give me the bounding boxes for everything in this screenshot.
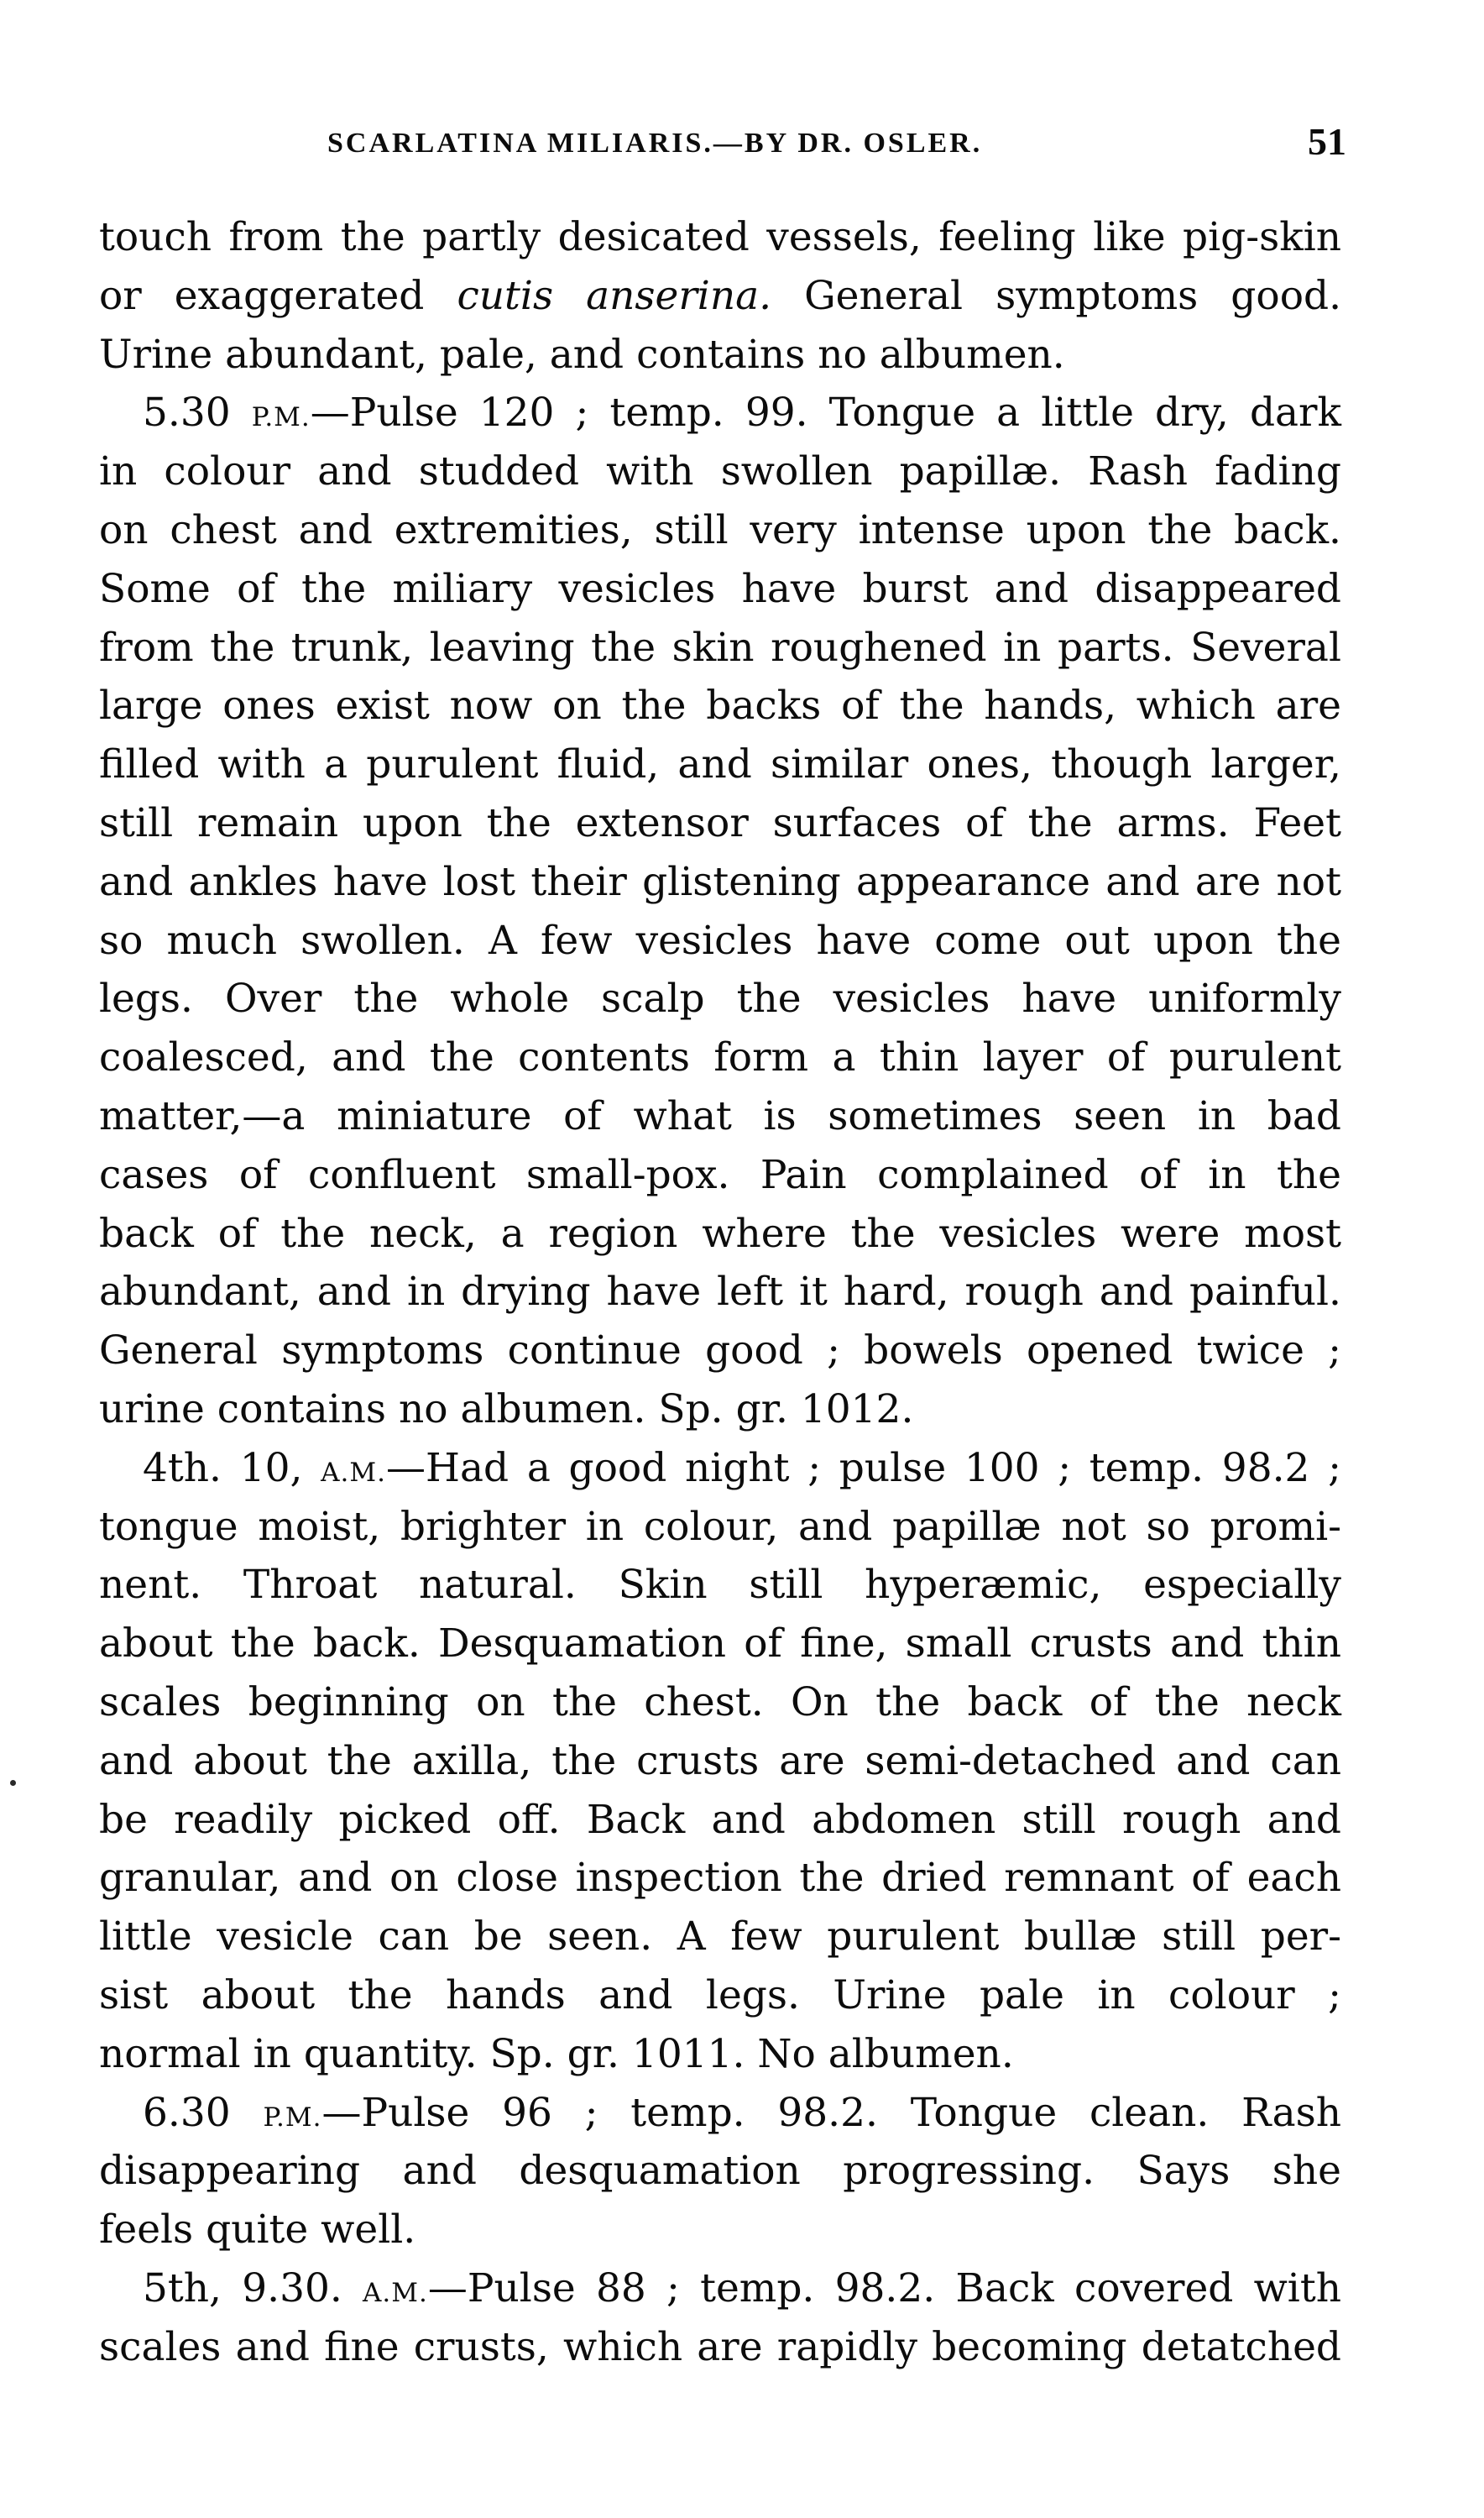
date-value: 5th, 9.30. <box>143 2264 363 2311</box>
text-line: nent. Throat natural. Skin still hyperæmic, especially <box>99 1562 1341 1609</box>
text-line: granular, and on close inspection the dried remnant of each <box>99 1855 1341 1902</box>
text-line: little vesicle can be seen. A few purulent bullæ still per- <box>99 1913 1341 1960</box>
date-value: 4th. 10, <box>143 1444 321 1491</box>
text-line: large ones exist now on the backs of the hands, which are <box>99 683 1341 730</box>
running-title: SCARLATINA MILIARIS.—BY DR. OSLER. <box>327 128 983 159</box>
time-period: P.M. <box>251 402 311 433</box>
text-line: coalesced, and the contents form a thin layer of purulent <box>99 1034 1341 1081</box>
text-line: legs. Over the whole scalp the vesicles have uniformly <box>99 976 1341 1023</box>
text-line: so much swollen. A few vesicles have come out upon the <box>99 917 1341 964</box>
text-line: feels quite well. <box>99 2207 416 2254</box>
text-line: disappearing and desquamation progressing. Says she <box>99 2148 1341 2195</box>
text-line: urine contains no albumen. Sp. gr. 1012. <box>99 1385 914 1432</box>
page-number: 51 <box>1308 120 1346 163</box>
running-head <box>101 120 1346 175</box>
text-line <box>99 1439 1341 1498</box>
time-period: A.M. <box>321 1457 387 1488</box>
text-line: from the trunk, leaving the skin roughened in parts. Several <box>99 624 1341 671</box>
text-run: or exaggerated <box>99 272 457 319</box>
time-period: A.M. <box>363 2277 428 2308</box>
text-line: about the back. Desquamation of fine, small crusts and thin <box>99 1620 1341 1667</box>
text-line: back of the neck, a region where the vesicles were most <box>99 1210 1341 1257</box>
text-line <box>99 267 1341 326</box>
text-line: in colour and studded with swollen papillæ. Rash fading <box>99 448 1341 495</box>
text-line: Some of the miliary vesicles have burst and disappeared <box>99 565 1341 612</box>
text-line: Urine abundant, pale, and contains no albumen. <box>99 331 1065 378</box>
time-value: 5.30 <box>143 390 252 437</box>
text-line: be readily picked off. Back and abdomen still rough and <box>99 1796 1341 1843</box>
italic-term: cutis anserina. <box>457 272 772 319</box>
text-run: —Pulse 88 ; temp. 98.2. Back covered with <box>427 2264 1341 2311</box>
text-line: sist about the hands and legs. Urine pale in colour ; <box>99 1971 1341 2018</box>
body-text <box>99 208 1341 2376</box>
time-value: 6.30 <box>143 2089 264 2136</box>
text-line: matter,—a miniature of what is sometimes seen in bad <box>99 1092 1341 1139</box>
text-line: filled with a purulent fluid, and similar ones, though larger, <box>99 741 1341 788</box>
text-line: tongue moist, brighter in colour, and papillæ not so promi- <box>99 1503 1341 1550</box>
text-run: —Pulse 96 ; temp. 98.2. Tongue clean. Rash <box>321 2089 1341 2136</box>
text-line <box>99 2259 1341 2318</box>
text-line: and about the axilla, the crusts are semi-detached and can <box>99 1737 1341 1784</box>
text-run: —Had a good night ; pulse 100 ; temp. 98.2 ; <box>386 1444 1341 1491</box>
text-line: touch from the partly desicated vessels, feeling like pig-skin <box>99 214 1341 260</box>
text-line: scales beginning on the chest. On the back of the neck <box>99 1678 1341 1725</box>
text-line <box>99 384 1341 442</box>
text-line <box>99 2084 1341 2143</box>
text-line: normal in quantity. Sp. gr. 1011. No albumen. <box>99 2030 1014 2077</box>
text-line: and ankles have lost their glistening appearance and are not <box>99 858 1341 905</box>
text-line: abundant, and in drying have left it hard, rough and painful. <box>99 1269 1341 1316</box>
text-line: still remain upon the extensor surfaces of the arms. Feet <box>99 799 1341 846</box>
text-line: General symptoms continue good ; bowels opened twice ; <box>99 1327 1341 1374</box>
text-line: on chest and extremities, still very intense upon the back. <box>99 506 1341 553</box>
ink-speck <box>10 1780 16 1786</box>
time-period: P.M. <box>263 2102 322 2133</box>
text-run: —Pulse 120 ; temp. 99. Tongue a little dry, dark <box>310 390 1342 437</box>
text-line: cases of confluent small-pox. Pain complained of in the <box>99 1151 1341 1198</box>
text-line: scales and fine crusts, which are rapidly becoming detatched <box>99 2323 1341 2370</box>
text-run: General symptoms good. <box>771 272 1342 319</box>
